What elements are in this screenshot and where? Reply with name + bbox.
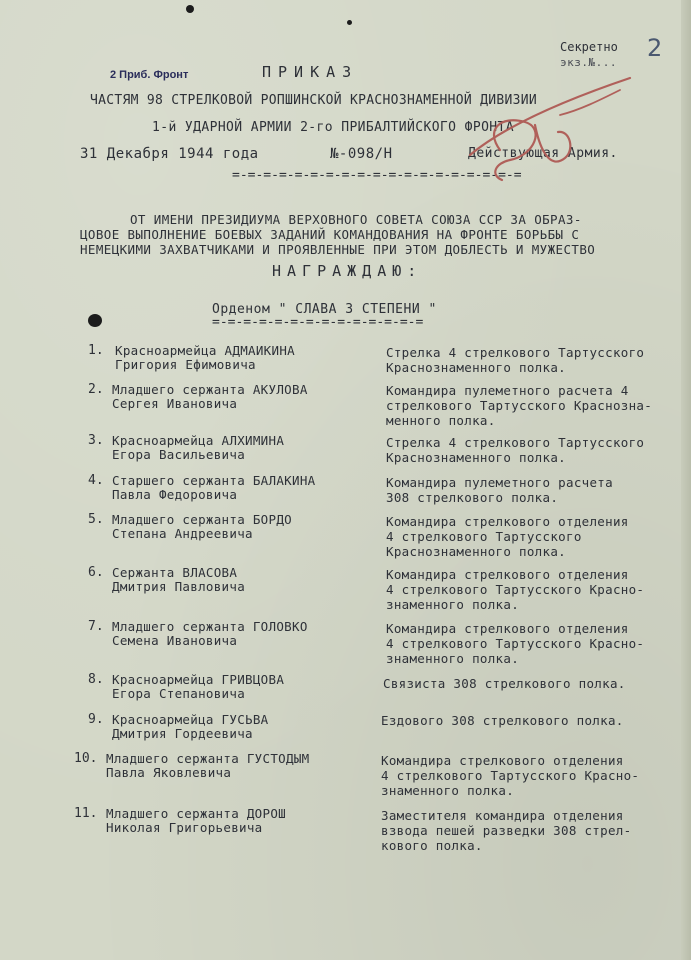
entry-position <box>381 753 639 798</box>
intro-line-3: НЕМЕЦКИМИ ЗАХВАТЧИКАМИ И ПРОЯВЛЕННЫЕ ПРИ ЭТОМ ДОБЛЕСТЬ И МУЖЕСТВО <box>80 242 596 257</box>
position-line: Командира пулеметного расчета 4 <box>386 383 629 398</box>
document-title: ПРИКАЗ <box>262 63 359 81</box>
order-number: №-098/Н <box>330 146 393 162</box>
position-line: знаменного полка. <box>386 597 520 612</box>
order-name: Орденом " СЛАВА 3 СТЕПЕНИ " <box>212 302 437 317</box>
entry-number: 6. <box>88 565 104 580</box>
entry-number: 8. <box>88 672 104 687</box>
entry-given-names: Егора Васильевича <box>112 447 246 462</box>
position-line: 4 стрелкового Тартусского <box>386 529 582 544</box>
page-edge <box>681 0 691 960</box>
position-line: Связиста 308 стрелкового полка. <box>383 676 626 691</box>
entry-number: 4. <box>88 473 104 488</box>
position-line: Краснознаменного полка. <box>386 544 566 559</box>
position-line: 4 стрелкового Тартусского Красно- <box>381 768 640 783</box>
entry-given-names: Дмитрия Гордеевича <box>112 726 253 741</box>
entry-position <box>383 676 626 691</box>
entry-rank-surname: Сержанта ВЛАСОВА <box>112 565 238 580</box>
entry-position <box>386 621 644 666</box>
entry-number: 2. <box>88 382 104 397</box>
entry-number: 5. <box>88 512 104 527</box>
entry-rank-surname: Красноармейца ГУСЬВА <box>112 712 269 727</box>
entry-number: 1. <box>88 343 104 358</box>
entry-given-names: Семена Ивановича <box>112 633 238 648</box>
punch-hole <box>186 5 194 13</box>
intro-line-2: ЦОВОЕ ВЫПОЛНЕНИЕ БОЕВЫХ ЗАДАНИЙ КОМАНДОВАНИЯ НА ФРОНТЕ БОРЬБЫ С <box>80 227 580 242</box>
entry-given-names: Николая Григорьевича <box>106 820 263 835</box>
entry-given-names: Дмитрия Павловича <box>112 579 246 594</box>
entry-position <box>386 345 644 375</box>
entry-rank-surname: Красноармейца АЛХИМИНА <box>112 433 285 448</box>
position-line: стрелкового Тартусского Краснозна- <box>386 398 653 413</box>
front-stamp: 2 Приб. Фронт <box>110 69 189 81</box>
position-line: Краснознаменного полка. <box>386 450 566 465</box>
entry-rank-surname: Старшего сержанта БАЛАКИНА <box>112 473 316 488</box>
position-line: менного полка. <box>386 413 496 428</box>
position-line: Командира стрелкового отделения <box>386 567 629 582</box>
entry-given-names: Павла Яковлевича <box>106 765 232 780</box>
position-line: Командира стрелкового отделения <box>381 753 624 768</box>
entry-given-names: Степана Андреевича <box>112 526 253 541</box>
position-line: взвода пешей разведки 308 стрел- <box>381 823 632 838</box>
entry-position <box>381 713 624 728</box>
order-separator: =-=-=-=-=-=-=-=-=-=-=-=-=-= <box>212 315 424 330</box>
handwritten-signature <box>440 60 640 190</box>
position-line: Командира стрелкового отделения <box>386 514 629 529</box>
heading-line-1: ЧАСТЯМ 98 СТРЕЛКОВОЙ РОПШИНСКОЙ КРАСНОЗНАМЕННОЙ ДИВИЗИИ <box>90 93 537 108</box>
punch-hole <box>347 20 352 25</box>
award-heading: НАГРАЖДАЮ: <box>272 262 423 280</box>
entry-rank-surname: Младшего сержанта ДОРОШ <box>106 806 286 821</box>
order-date: 31 Декабря 1944 года <box>80 146 259 162</box>
entry-number: 9. <box>88 712 104 727</box>
page-number: 2 <box>647 34 663 62</box>
position-line: Ездового 308 стрелкового полка. <box>381 713 624 728</box>
header-separator: =-=-=-=-=-=-=-=-=-=-=-=-=-=-=-=-=-=-= <box>232 168 522 183</box>
position-line: знаменного полка. <box>381 783 515 798</box>
entry-given-names: Егора Степановича <box>112 686 246 701</box>
entry-position <box>386 475 613 505</box>
secret-mark: Секретно <box>560 40 618 54</box>
position-line: кового полка. <box>381 838 483 853</box>
entry-rank-surname: Младшего сержанта ГОЛОВКО <box>112 619 308 634</box>
entry-position <box>386 567 644 612</box>
intro-line-1: ОТ ИМЕНИ ПРЕЗИДИУМА ВЕРХОВНОГО СОВЕТА СОЮЗА ССР ЗА ОБРАЗ- <box>130 212 582 227</box>
entry-position <box>386 435 644 465</box>
position-line: 308 стрелкового полка. <box>386 490 559 505</box>
position-line: Стрелка 4 стрелкового Тартусского <box>386 435 645 450</box>
entry-position <box>381 808 631 853</box>
entry-given-names: Павла Федоровича <box>112 487 238 502</box>
entry-number: 10. <box>74 751 98 766</box>
heading-line-2: 1-й УДАРНОЙ АРМИИ 2-го ПРИБАЛТИЙСКОГО ФРОНТА <box>152 120 514 135</box>
entry-number: 11. <box>74 806 98 821</box>
army-label: Действующая Армия. <box>468 146 618 161</box>
entry-rank-surname: Красноармейца ГРИВЦОВА <box>112 672 285 687</box>
ink-blot <box>88 314 102 327</box>
entry-rank-surname: Младшего сержанта ГУСТОДЫМ <box>106 751 310 766</box>
position-line: Командира стрелкового отделения <box>386 621 629 636</box>
entry-position <box>386 383 652 428</box>
position-line: Заместителя командира отделения <box>381 808 624 823</box>
entry-position <box>386 514 629 559</box>
position-line: 4 стрелкового Тартусского Красно- <box>386 636 645 651</box>
entry-number: 7. <box>88 619 104 634</box>
entry-number: 3. <box>88 433 104 448</box>
entry-rank-surname: Младшего сержанта БОРДО <box>112 512 292 527</box>
entry-rank-surname: Младшего сержанта АКУЛОВА <box>112 382 308 397</box>
position-line: 4 стрелкового Тартусского Красно- <box>386 582 645 597</box>
position-line: Стрелка 4 стрелкового Тартусского <box>386 345 645 360</box>
position-line: Командира пулеметного расчета <box>386 475 613 490</box>
copy-number: экз.№... <box>560 56 617 69</box>
entry-given-names: Сергея Ивановича <box>112 396 238 411</box>
entry-given-names: Григория Ефимовича <box>115 357 256 372</box>
entry-rank-surname: Красноармейца АДМАИКИНА <box>115 343 295 358</box>
position-line: знаменного полка. <box>386 651 520 666</box>
position-line: Краснознаменного полка. <box>386 360 566 375</box>
